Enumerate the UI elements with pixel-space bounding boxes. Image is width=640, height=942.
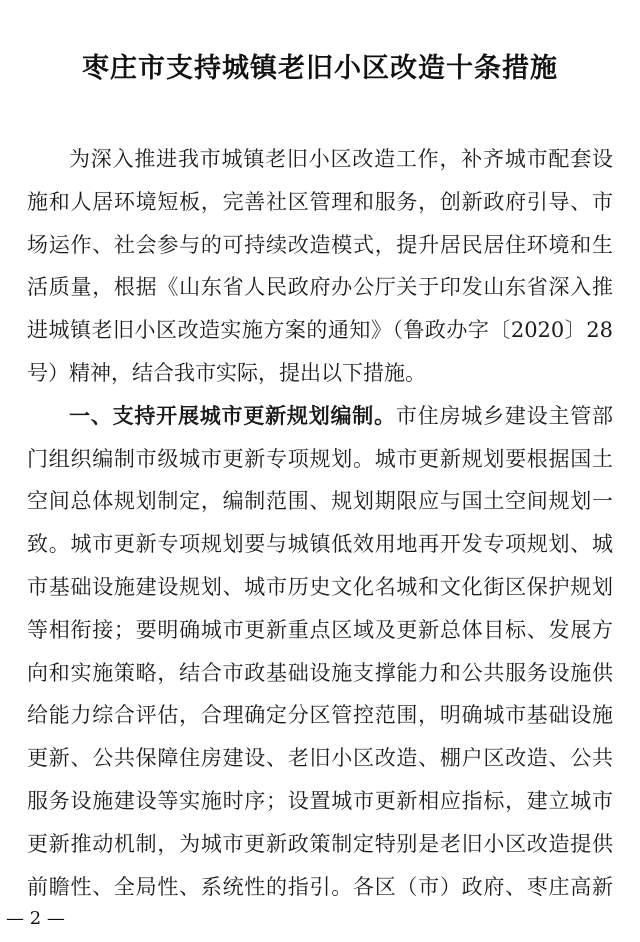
paragraph-line: 更新推动机制，为城市更新政策制定特别是老旧小区改造提供 bbox=[27, 831, 613, 856]
paragraph-line: 前瞻性、全局性、系统性的指引。各区（市）政府、枣庄高新 bbox=[27, 874, 613, 899]
paragraph-line: 空间总体规划制定，编制范围、规划期限应与国土空间规划一 bbox=[27, 489, 613, 514]
document-body bbox=[27, 138, 613, 908]
paragraph-line: 给能力综合评估，合理确定分区管控范围，明确城市基础设施 bbox=[27, 703, 613, 728]
paragraph-line: 等相衔接；要明确城市更新重点区域及更新总体目标、发展方 bbox=[27, 617, 613, 642]
paragraph-line: 更新、公共保障住房建设、老旧小区改造、棚户区改造、公共 bbox=[27, 746, 613, 771]
paragraph-line: 门组织编制市级城市更新专项规划。城市更新规划要根据国土 bbox=[27, 446, 613, 471]
paragraph-line: 为深入推进我市城镇老旧小区改造工作，补齐城市配套设 bbox=[69, 147, 613, 171]
paragraph-line: 致。城市更新专项规划要与城镇低效用地再开发专项规划、城 bbox=[27, 532, 613, 557]
section-heading-rest: 市住房城乡建设主管部 bbox=[395, 403, 613, 428]
section-heading-line bbox=[27, 395, 613, 438]
document-title: 枣庄市支持城镇老旧小区改造十条措施 bbox=[82, 53, 558, 84]
paragraph-line: 向和实施策略，结合市政基础设施支撑能力和公共服务设施供 bbox=[27, 660, 613, 685]
section-heading: 一、支持开展城市更新规划编制。 bbox=[69, 403, 396, 428]
paragraph-line: 号）精神，结合我市实际，提出以下措施。 bbox=[27, 360, 426, 385]
paragraph-line: 市基础设施建设规划、城市历史文化名城和文化街区保护规划 bbox=[27, 574, 613, 599]
paragraph-line: 进城镇老旧小区改造实施方案的通知》（鲁政办字〔2020〕28 bbox=[27, 318, 613, 343]
page-number: — 2 — bbox=[6, 908, 65, 929]
paragraph-line: 服务设施建设等实施时序；设置城市更新相应指标，建立城市 bbox=[27, 788, 613, 813]
paragraph-line: 活质量，根据《山东省人民政府办公厅关于印发山东省深入推 bbox=[27, 275, 613, 300]
paragraph-line: 施和人居环境短板，完善社区管理和服务，创新政府引导、市 bbox=[27, 189, 613, 214]
paragraph-line: 场运作、社会参与的可持续改造模式，提升居民居住环境和生 bbox=[27, 232, 613, 257]
